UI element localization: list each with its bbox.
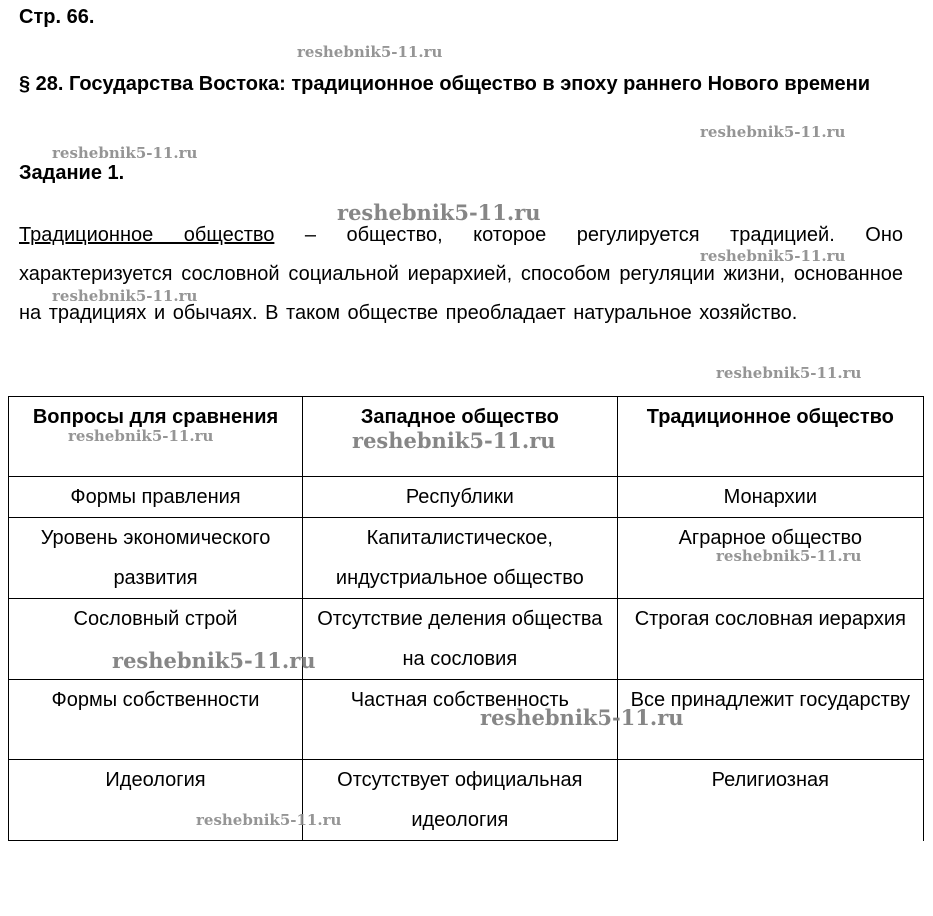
- table-cell: Монархии: [617, 477, 923, 518]
- table-cell: Аграрное общество: [617, 518, 923, 599]
- section-title: § 28. Государства Востока: традиционное общество в эпоху раннего Нового времени: [19, 73, 870, 95]
- definition-text: – общество, которое регулируется традицией. Оно характеризуется сословной социальной иерархией, способом регуляции жизни, основанное на традициях и обычаях. В таком обществе преобладает натуральное хозяйство.: [19, 224, 903, 324]
- watermark: reshebnik5-11.ru: [52, 144, 198, 162]
- header-cell: Вопросы для сравнения: [9, 397, 303, 477]
- table-cell: Религиозная: [617, 760, 923, 841]
- page-number: Стр. 66.: [19, 6, 95, 28]
- watermark: reshebnik5-11.ru: [480, 705, 684, 730]
- table-cell: Формы правления: [9, 477, 303, 518]
- definition-paragraph: [19, 216, 903, 333]
- comparison-table: [8, 396, 924, 841]
- table-cell: Отсутствует официальная идеология: [303, 760, 618, 841]
- table-row: [9, 477, 924, 518]
- watermark: reshebnik5-11.ru: [297, 43, 443, 61]
- watermark: reshebnik5-11.ru: [337, 200, 541, 225]
- watermark: reshebnik5-11.ru: [196, 811, 342, 829]
- watermark: reshebnik5-11.ru: [716, 364, 862, 382]
- table-cell: Строгая сословная иерархия: [617, 599, 923, 680]
- watermark: reshebnik5-11.ru: [68, 427, 214, 445]
- watermark: reshebnik5-11.ru: [700, 123, 846, 141]
- watermark: reshebnik5-11.ru: [352, 428, 556, 453]
- table-row: [9, 680, 924, 760]
- watermark: reshebnik5-11.ru: [52, 287, 198, 305]
- table-cell: Все принадлежит государству: [617, 680, 923, 760]
- task-label: Задание 1.: [19, 162, 125, 184]
- table-cell: Республики: [303, 477, 618, 518]
- watermark: reshebnik5-11.ru: [112, 648, 316, 673]
- header-cell: Традиционное общество: [617, 397, 923, 477]
- table-cell: Идеология: [9, 760, 303, 841]
- table-cell: Формы собственности: [9, 680, 303, 760]
- definition-term: Традиционное общество: [19, 224, 275, 246]
- table-cell: Сословный строй: [9, 599, 303, 680]
- watermark: reshebnik5-11.ru: [700, 247, 846, 265]
- table-cell: Капиталистическое, индустриальное общество: [303, 518, 618, 599]
- table-row: [9, 760, 924, 841]
- table-cell: Отсутствие деления общества на сословия: [303, 599, 618, 680]
- watermark: reshebnik5-11.ru: [716, 547, 862, 565]
- header-cell: Западное общество: [303, 397, 618, 477]
- table-cell: Частная собственность: [303, 680, 618, 760]
- table-cell: Уровень экономического развития: [9, 518, 303, 599]
